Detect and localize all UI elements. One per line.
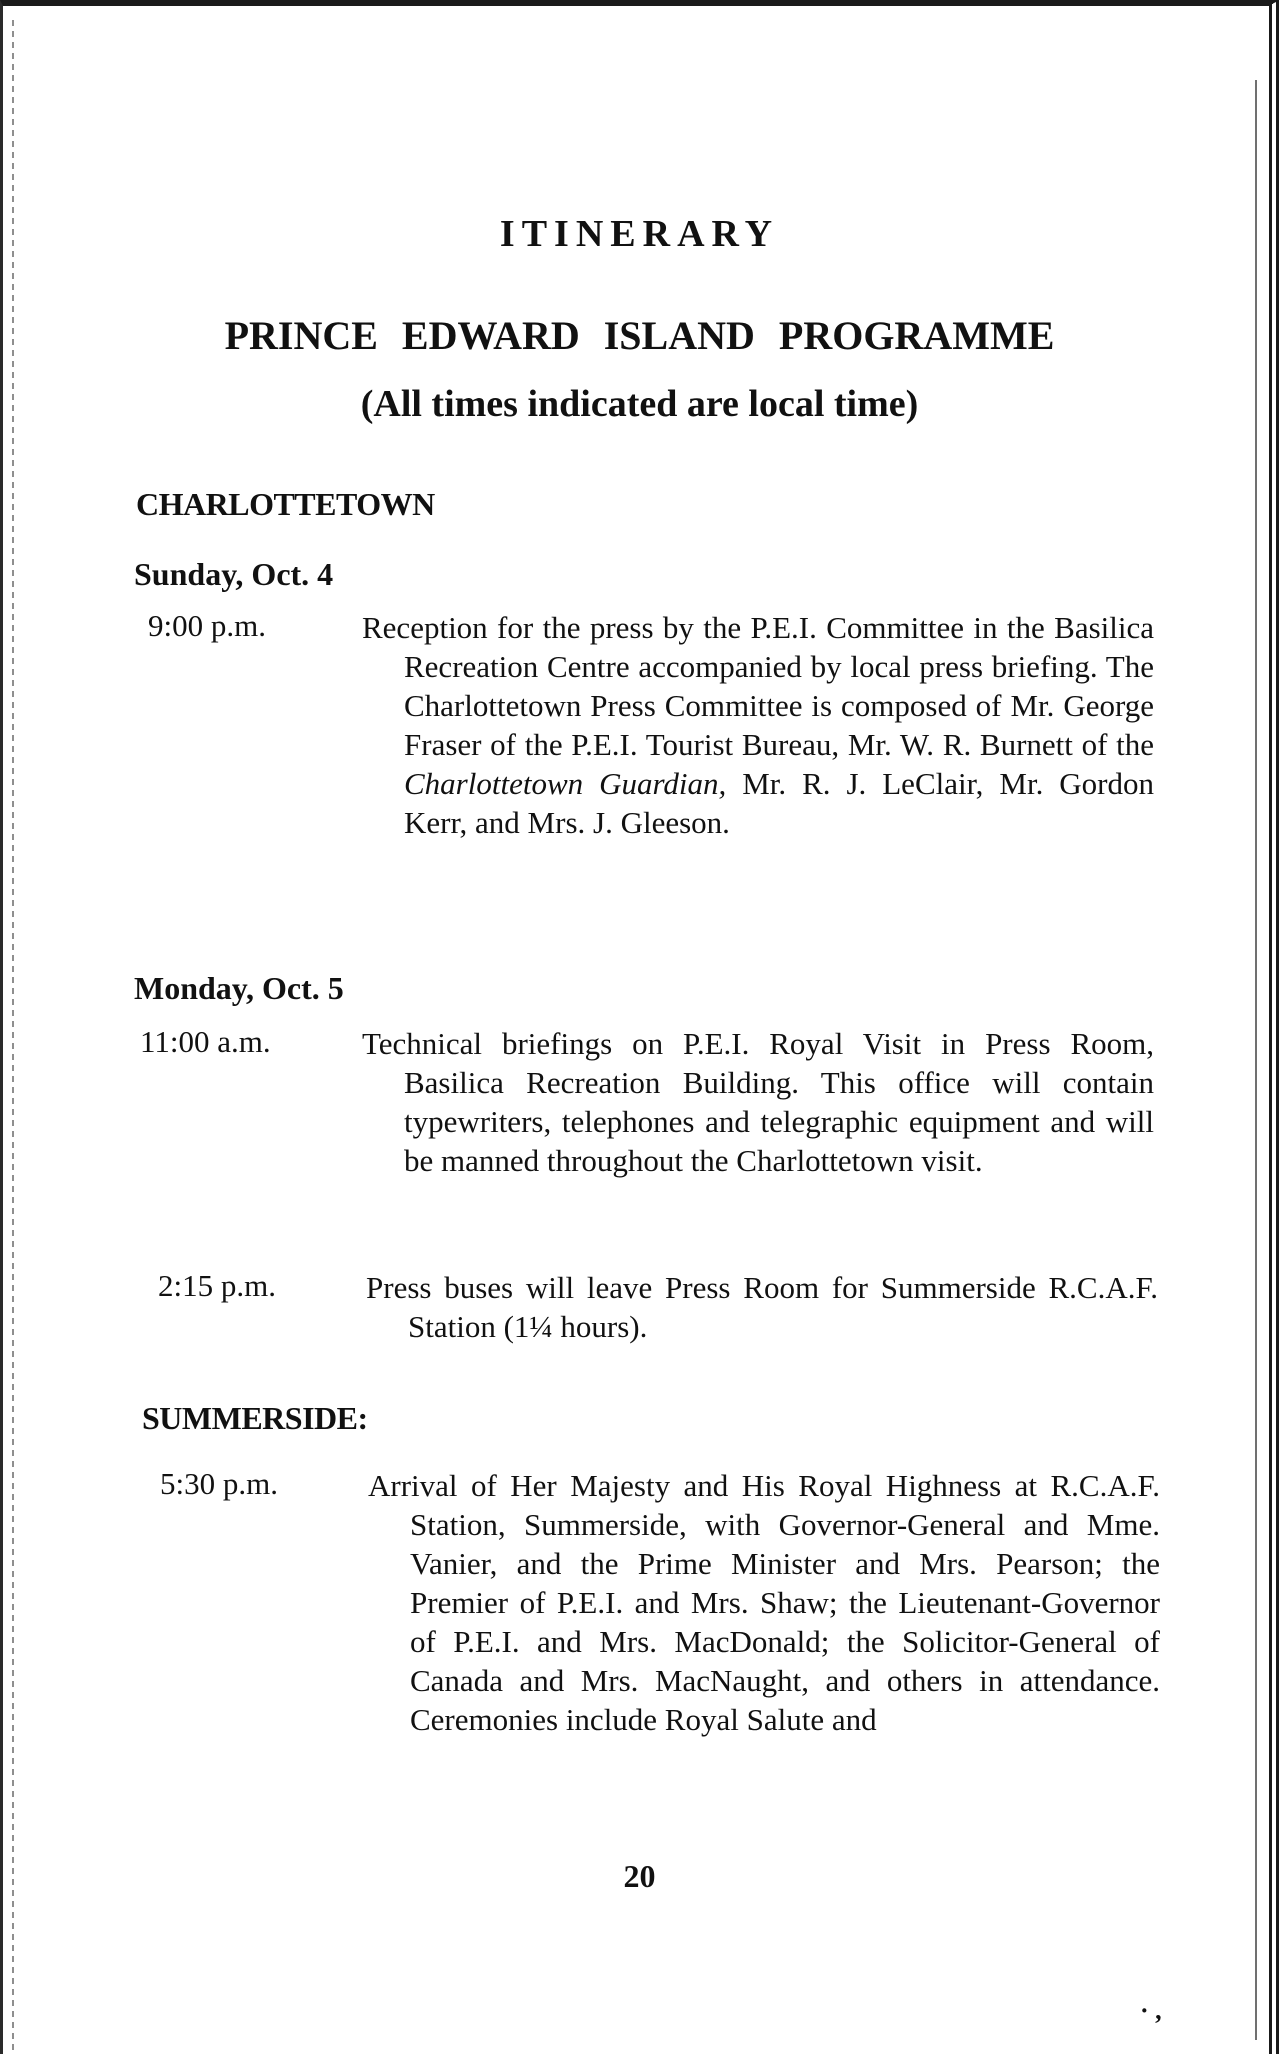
- entry-text-part: Mr. R. J. LeClair, Mr. Gordon Kerr, and Mrs. J. Gleeson.: [404, 766, 1154, 840]
- day-heading-monday: Monday, Oct. 5: [134, 970, 344, 1006]
- day-heading-sunday: Sunday, Oct. 4: [134, 556, 334, 592]
- section-heading-charlottetown: CHARLOTTETOWN: [136, 486, 435, 522]
- entry-description: Press buses will leave Press Room for Summerside R.C.A.F. Station (1¼ hours).: [366, 1270, 1158, 1344]
- entry-time: 9:00 p.m.: [148, 608, 266, 643]
- entry-time: 5:30 p.m.: [160, 1466, 278, 1501]
- time-note: (All times indicated are local time): [360, 383, 919, 425]
- page-number: 20: [623, 1858, 656, 1894]
- page-title: ITINERARY: [499, 213, 780, 255]
- entry-time: 11:00 a.m.: [140, 1024, 271, 1059]
- entry-description: Technical briefings on P.E.I. Royal Visit in Press Room, Basilica Recreation Building. This office will contain typewriters, telephones and telegraphic equipment and will be manned throughout the Charlottetown visit.: [362, 1026, 1154, 1178]
- entry-time: 2:15 p.m.: [158, 1268, 276, 1303]
- programme-subtitle: PRINCE EDWARD ISLAND PROGRAMME: [224, 313, 1055, 358]
- entry-description: Arrival of Her Majesty and His Royal Highness at R.C.A.F. Station, Summerside, with Governor-General and Mme. Vanier, and the Prime Minister and Mrs. Pearson; the Premier of P.E.I. and Mrs. Shaw; the Lieutenant-Governor of P.E.I. and Mrs. MacDonald; the Solicitor-General of Canada and Mrs. MacNaught, and others in attendance. Ceremonies include Royal Salute and: [368, 1468, 1160, 1737]
- newspaper-name: Charlottetown Guardian,: [404, 766, 727, 801]
- entry-description: [362, 608, 1154, 842]
- print-specks: · ,: [1140, 1996, 1162, 2025]
- section-heading-summerside: SUMMERSIDE:: [142, 1400, 368, 1436]
- entry-text-part: Reception for the press by the P.E.I. Committee in the Basilica Recreation Centre accompanied by local press briefing. The Charlottetown Press Committee is composed of Mr. George Fraser of the P.E.I. Tourist Bureau, Mr. W. R. Burnett of the: [362, 610, 1154, 762]
